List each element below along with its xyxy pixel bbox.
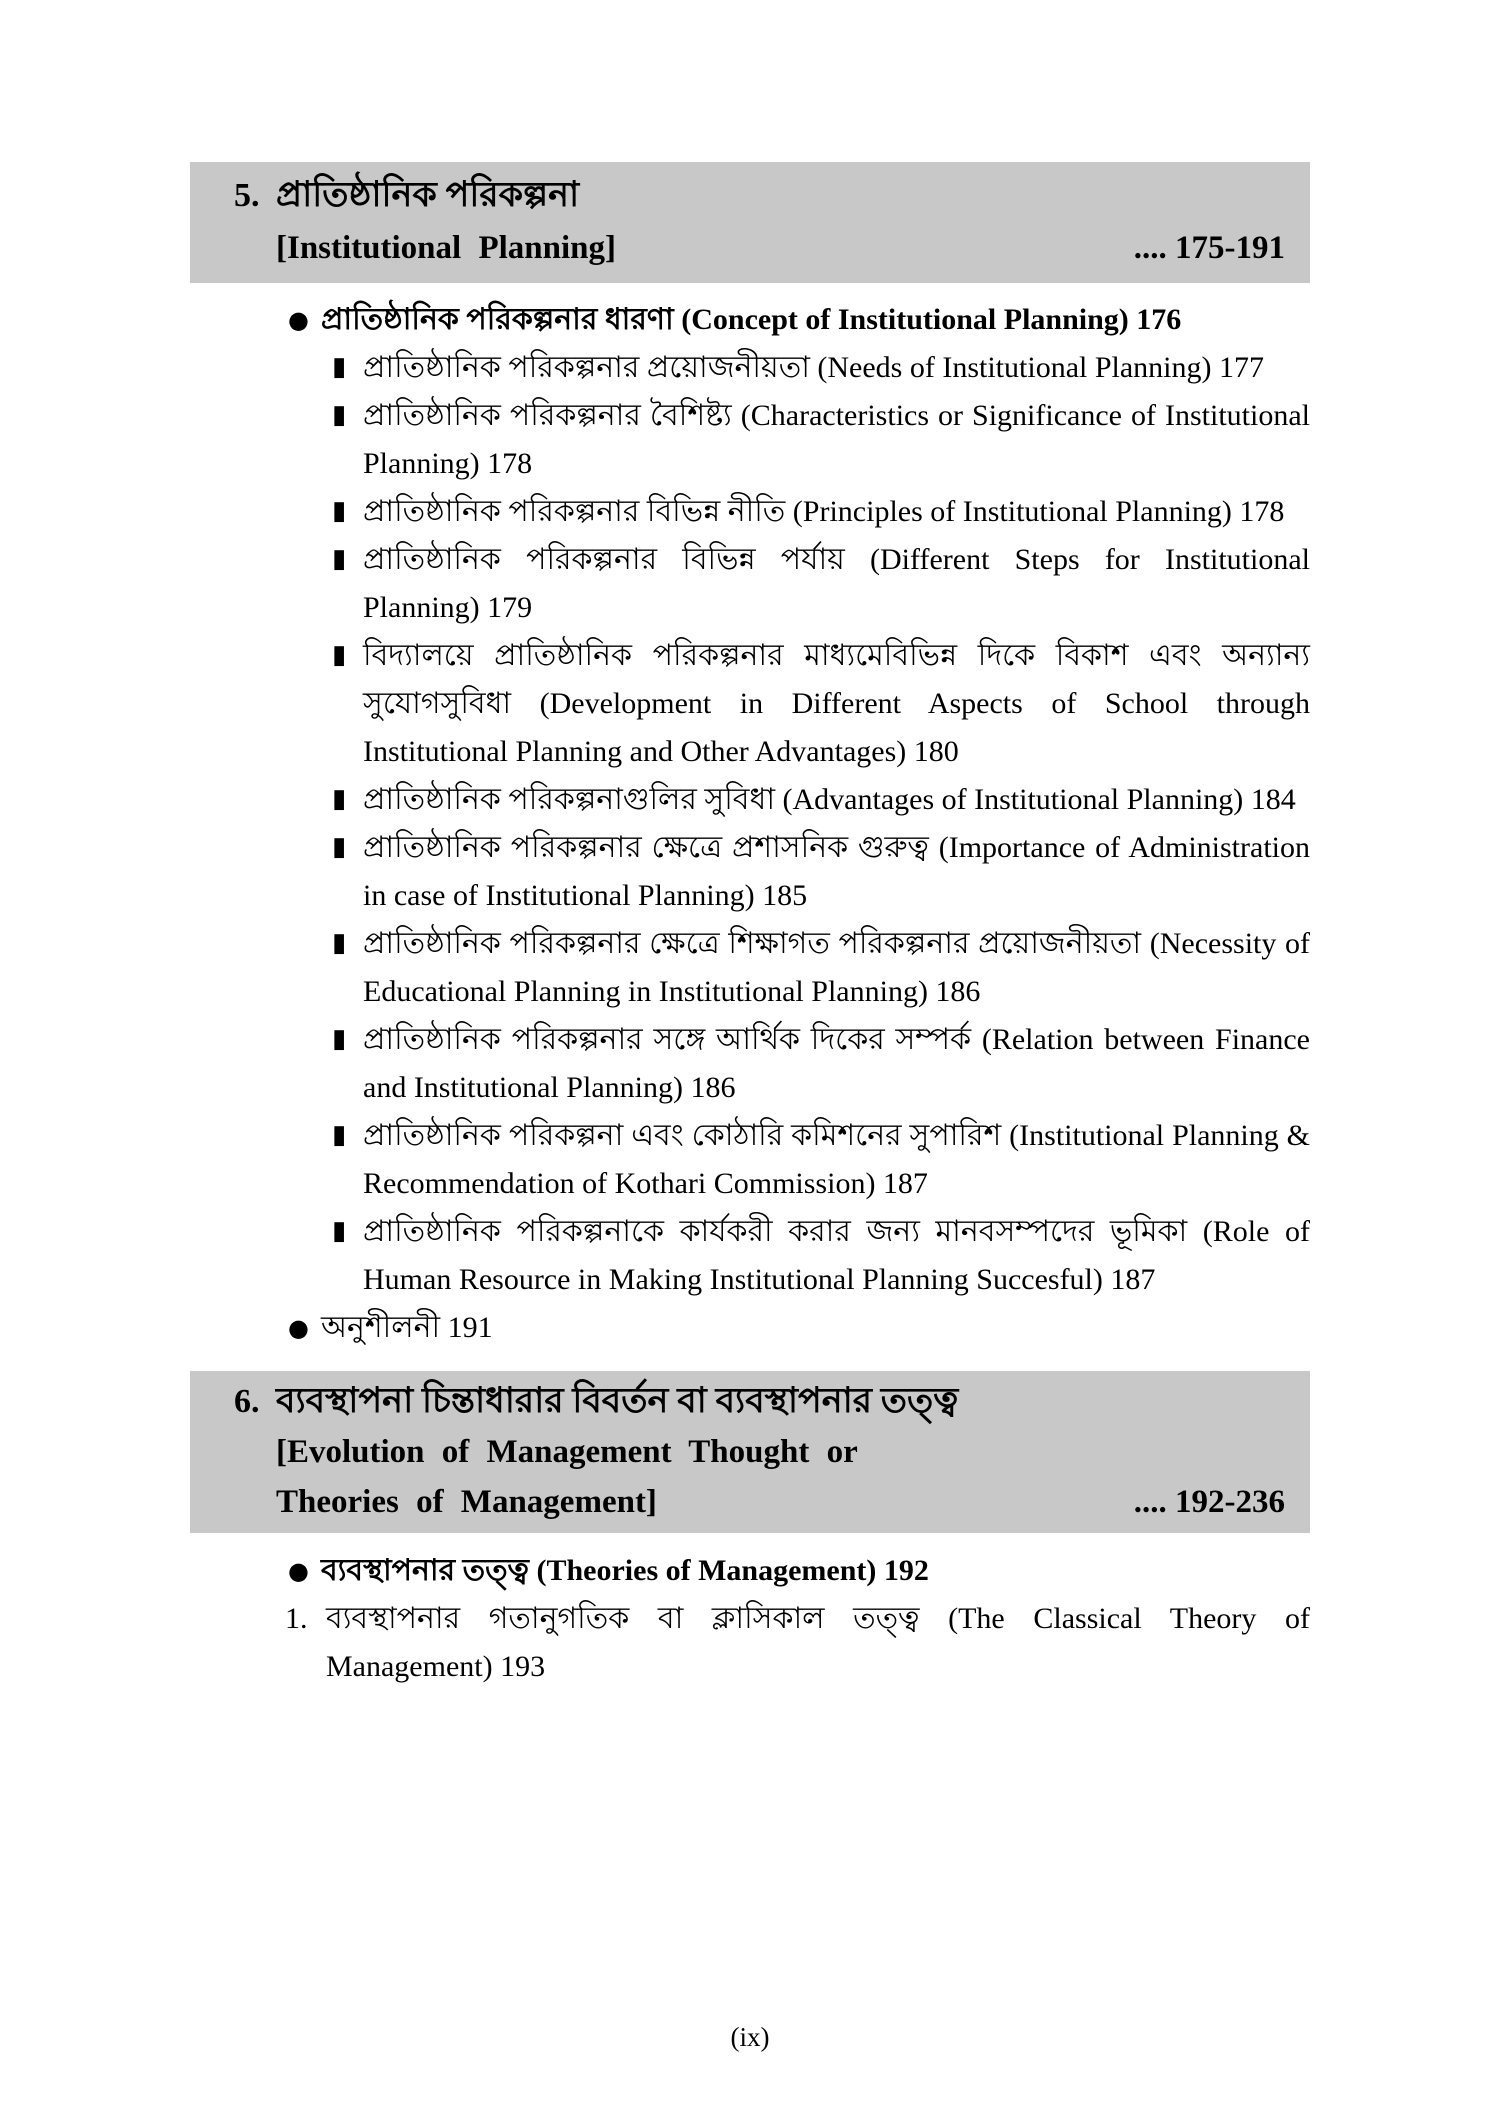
toc-item [332,1208,1310,1304]
chapter-6-title-row [190,1376,1285,1427]
chapter-5-section [190,162,1310,1352]
bullet-round-icon: ● [288,1557,309,1585]
chapter-6-header [190,1371,1310,1533]
bullet-round-icon: ● [288,1314,309,1342]
chapter-page-range [1134,222,1285,274]
toc-item-text: প্রাতিষ্ঠানিক পরিকল্পনার ক্ষেত্রে শিক্ষাগত পরিকল্পনার প্রয়োজনীয়তা (Necessity of Educational Planning in Institutional Planning) 186 [363,927,1310,1008]
chapter-title-english: [Institutional Planning] [276,230,616,266]
bullet-square-icon: ▮ [332,784,347,814]
chapter-title-english-line2: Theories of Management] [276,1484,657,1520]
toc-item [332,632,1310,776]
chapter-6-subtitle-row-2 [190,1477,1285,1527]
toc-item [288,1547,1310,1595]
toc-item [332,536,1310,632]
toc-item-text: অনুশীলনী 191 [321,1311,493,1344]
chapter-page-range [1134,1477,1285,1527]
content-column [190,162,1310,1691]
toc-item-text: প্রাতিষ্ঠানিক পরিকল্পনাকে কার্যকরী করার জন্য মানবসম্পদের ভূমিকা (Role of Human Resource in Making Institutional Planning Succesful) 187 [363,1215,1310,1296]
leader-dots: .... [1133,230,1167,266]
toc-item-text: প্রাতিষ্ঠানিক পরিকল্পনার বিভিন্ন পর্যায় (Different Steps for Institutional Planning) 179 [363,543,1310,624]
toc-item-text: প্রাতিষ্ঠানিক পরিকল্পনার বৈশিষ্ট্য (Characteristics or Significance of Institutional Planning) 178 [363,399,1310,480]
leader-dots: .... [1133,1484,1167,1520]
bullet-square-icon: ▮ [332,352,347,382]
chapter-title-bengali: প্রাতিষ্ঠানিক পরিকল্পনা [276,175,580,214]
toc-item [332,920,1310,1016]
page-range-value: 175-191 [1175,230,1285,266]
bullet-square-icon: ▮ [332,400,347,430]
toc-item-text: প্রাতিষ্ঠানিক পরিকল্পনা এবং কোঠারি কমিশনের সুপারিশ (Institutional Planning & Recommendation of Kothari Commission) 187 [363,1119,1310,1200]
toc-item-text: প্রাতিষ্ঠানিক পরিকল্পনার বিভিন্ন নীতি (Principles of Institutional Planning) 178 [363,495,1285,528]
bullet-square-icon: ▮ [332,640,347,670]
toc-item-text: ব্যবস্থাপনার গতানুগতিক বা ক্লাসিকাল তত্ত্ব (The Classical Theory of Management) 193 [326,1602,1310,1683]
toc-item-text: বিদ্যালয়ে প্রাতিষ্ঠানিক পরিকল্পনার মাধ্যমেবিভিন্ন দিকে বিকাশ এবং অন্যান্য সুযোগসুবিধা (Development in Different Aspects of School through Institutional Planning and Other Advantages) 180 [363,639,1310,768]
chapter-6-toc-list [190,1547,1310,1691]
toc-item-text: প্রাতিষ্ঠানিক পরিকল্পনার ধারণা (Concept of Institutional Planning) 176 [321,303,1182,336]
chapter-number: 5. [234,177,260,214]
page-number: (ix) [730,2022,770,2052]
toc-item-text: প্রাতিষ্ঠানিক পরিকল্পনার ক্ষেত্রে প্রশাসনিক গুরুত্ব (Importance of Administration in case of Institutional Planning) 185 [363,831,1310,912]
chapter-title-bengali: ব্যবস্থাপনা চিন্তাধারার বিবর্তন বা ব্যবস্থাপনার তত্ত্ব [276,1381,959,1420]
toc-item [332,392,1310,488]
toc-item [332,1016,1310,1112]
toc-item-text: প্রাতিষ্ঠানিক পরিকল্পনার প্রয়োজনীয়তা (Needs of Institutional Planning) 177 [363,351,1265,384]
bullet-square-icon: ▮ [332,1120,347,1150]
toc-item-text: প্রাতিষ্ঠানিক পরিকল্পনার সঙ্গে আর্থিক দিকের সম্পর্ক (Relation between Finance and Institutional Planning) 186 [363,1023,1310,1104]
bullet-square-icon: ▮ [332,544,347,574]
chapter-5-toc-list [190,296,1310,1352]
chapter-6-section [190,1371,1310,1691]
toc-item [288,1304,1310,1352]
chapter-6-subtitle-row-1 [190,1427,1285,1477]
bullet-square-icon: ▮ [332,928,347,958]
chapter-title-english-line1: [Evolution of Management Thought or [276,1434,858,1470]
toc-item-text: ব্যবস্থাপনার তত্ত্ব (Theories of Management) 192 [321,1554,929,1587]
toc-item [288,296,1310,344]
toc-item [332,344,1310,392]
bullet-round-icon: ● [288,306,309,334]
bullet-square-icon: ▮ [332,832,347,862]
toc-item [285,1595,1310,1691]
list-number-marker: 1. [285,1602,308,1635]
bullet-square-icon: ▮ [332,496,347,526]
chapter-5-subtitle-row [190,222,1285,274]
chapter-number: 6. [234,1383,260,1420]
bullet-square-icon: ▮ [332,1216,347,1246]
toc-item [332,488,1310,536]
toc-item [332,776,1310,824]
bullet-square-icon: ▮ [332,1024,347,1054]
toc-item [332,824,1310,920]
toc-item-text: প্রাতিষ্ঠানিক পরিকল্পনাগুলির সুবিধা (Advantages of Institutional Planning) 184 [363,783,1296,816]
toc-item [332,1112,1310,1208]
page-range-value: 192-236 [1175,1484,1285,1520]
chapter-5-title-row [190,169,1285,222]
chapter-5-header [190,162,1310,283]
